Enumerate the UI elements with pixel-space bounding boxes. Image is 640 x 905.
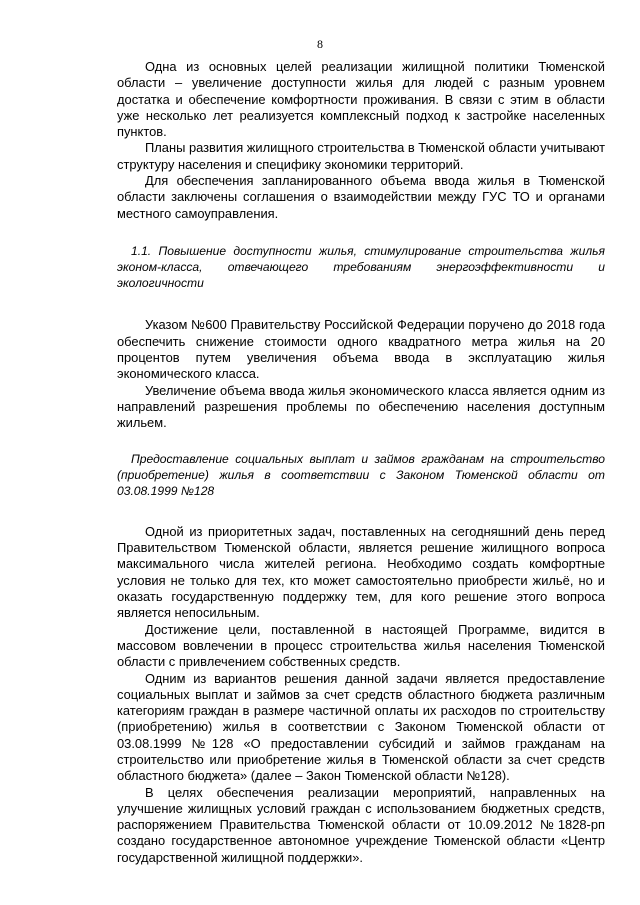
paragraph: Указом №600 Правительству Российской Федерации поручено до 2018 года обеспечить снижение стоимости одного квадратного метра жилья на 20 процентов путем увеличения объема ввода в эксплуатацию жилья экономического класса. — [117, 317, 605, 382]
section-heading: 1.1. Повышение доступности жилья, стимулирование строительства жилья эконом-класса, отвечающего требованиям энергоэффективности и экологичности — [117, 243, 605, 290]
paragraph: Планы развития жилищного строительства в Тюменской области учитывают структуру населения и специфику экономики территорий. — [117, 140, 605, 172]
page-number: 8 — [317, 37, 323, 51]
document-body — [117, 59, 605, 866]
paragraph: Для обеспечения запланированного объема ввода жилья в Тюменской области заключены соглашения о взаимодействии между ГУС ТО и органами местного самоуправления. — [117, 173, 605, 221]
paragraph: Достижение цели, поставленной в настоящей Программе, видится в массовом вовлечении в процесс строительства жилья населения Тюменской области с привлечением собственных средств. — [117, 621, 605, 670]
paragraph: Одной из приоритетных задач, поставленных на сегодняшний день перед Правительством Тюменской области, является решение жилищного вопроса максимального числа жителей региона. Необходимо создать комфортные условия не только для тех, кто может самостоятельно приобрести жильё, но и оказать государственную поддержку тем, для кого решение этого вопроса является непосильным. — [117, 523, 605, 621]
subsection-heading: Предоставление социальных выплат и займов гражданам на строительство (приобретение) жилья в соответствии с Законом Тюменской области от 03.08.1999 №128 — [117, 452, 605, 499]
paragraph: Одна из основных целей реализации жилищной политики Тюменской области – увеличение доступности жилья для людей с разным уровнем достатка и обеспечение комфортности проживания. В связи с этим в области уже несколько лет реализуется комплексный подход к застройке населенных пунктов. — [117, 59, 605, 140]
paragraph: Одним из вариантов решения данной задачи является предоставление социальных выплат и займов за счет средств областного бюджета различным категориям граждан в размере частичной оплаты их расходов по строительству (приобретению) жилья в соответствии с Законом Тюменской области от 03.08.1999 №128 «О предоставлении субсидий и займов гражданам на строительство или приобретение жилья в Тюменской области за счет средств областного бюджета» (далее – Закон Тюменской области №128). — [117, 670, 605, 784]
paragraph: В целях обеспечения реализации мероприятий, направленных на улучшение жилищных условий граждан с использованием бюджетных средств, распоряжением Правительства Тюменской области от 10.09.2012 №1828-рп создано государственное автономное учреждение Тюменской области «Центр государственной жилищной поддержки». — [117, 784, 605, 865]
paragraph: Увеличение объема ввода жилья экономического класса является одним из направлений разрешения проблемы по обеспечению населения доступным жильем. — [117, 382, 605, 431]
